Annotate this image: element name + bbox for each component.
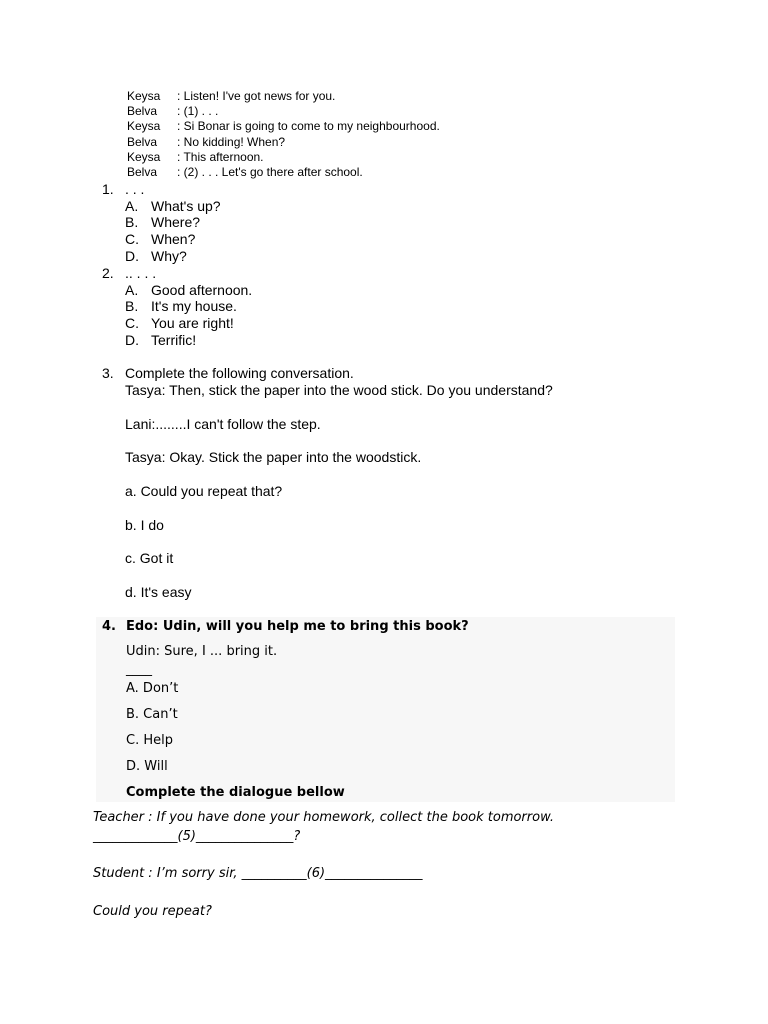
question-number: 4. [102,619,116,634]
option [125,231,195,247]
speaker: Belva [127,104,158,119]
option-text: Terrific! [151,332,197,348]
option: c. Got it [125,550,174,566]
option [125,198,221,214]
option-letter: A. [125,198,139,214]
option-letter: D. [125,248,139,264]
question-stem: . . . [125,181,145,197]
option: a. Could you repeat that? [125,483,283,499]
option [125,214,200,230]
utterance: : Si Bonar is going to come to my neighbourhood. [177,119,440,134]
dialogue-line [127,150,440,165]
option [125,248,187,264]
option-text: You are right! [151,315,234,331]
utterance: : No kidding! When? [177,134,286,149]
option-text: It's my house. [151,298,237,314]
speaker: Keysa [127,89,161,103]
option-text: When? [151,231,196,247]
blank-line-5: _____________(5)_______________? [93,829,301,844]
speaker: Belva [127,165,158,180]
option [125,315,234,331]
option-letter: C. [125,315,139,331]
closing-line: Could you repeat? [93,904,212,919]
dialogue-block [127,89,440,180]
speaker: Belva [127,134,158,149]
student-line: Student : I’m sorry sir, __________(6)_______________ [93,866,423,881]
speaker: Keysa [127,149,161,164]
question-number: 3. [102,365,114,381]
dialogue-line [127,135,440,150]
option: d. It's easy [125,584,192,600]
speaker: Keysa [127,119,161,134]
question-number: 2. [102,265,114,281]
option-letter: C. [125,231,139,247]
option: A. Don’t [126,681,179,696]
option-text: What's up? [151,198,221,214]
answer-blank: ____ [126,662,152,677]
question-stem: .. . . . [125,265,157,281]
option [125,332,196,348]
option-text: Where? [151,214,201,230]
utterance: : This afternoon. [177,149,264,164]
option [125,282,252,298]
option-text: Good afternoon. [151,282,253,298]
conversation-line: Lani:........I can't follow the step. [125,416,321,432]
option [125,298,237,314]
dialogue-line [127,119,440,134]
dialogue-line [127,104,440,119]
teacher-line: Teacher : If you have done your homework, collect the book tomorrow. [93,810,555,825]
conversation-line: Udin: Sure, I ... bring it. [126,644,278,659]
question-instruction: Complete the following conversation. [125,365,354,381]
conversation-line: Tasya: Then, stick the paper into the wood stick. Do you understand? [125,382,553,398]
utterance: : (1) . . . [177,104,219,119]
option-text: Why? [151,248,187,264]
option-letter: A. [125,282,139,298]
option: b. I do [125,517,164,533]
option-letter: B. [125,214,139,230]
section-instruction: Complete the dialogue bellow [126,785,345,800]
option: C. Help [126,733,173,748]
question-number: 1. [102,181,114,197]
dialogue-line [127,89,440,104]
option: D. Will [126,759,168,774]
option: B. Can’t [126,707,178,722]
utterance: : Listen! I've got news for you. [177,89,336,103]
option-letter: B. [125,298,139,314]
option-letter: D. [125,332,139,348]
dialogue-line [127,165,440,180]
conversation-line: Edo: Udin, will you help me to bring this book? [126,619,469,634]
utterance: : (2) . . . Let's go there after school. [177,165,363,180]
conversation-line: Tasya: Okay. Stick the paper into the woodstick. [125,449,422,465]
